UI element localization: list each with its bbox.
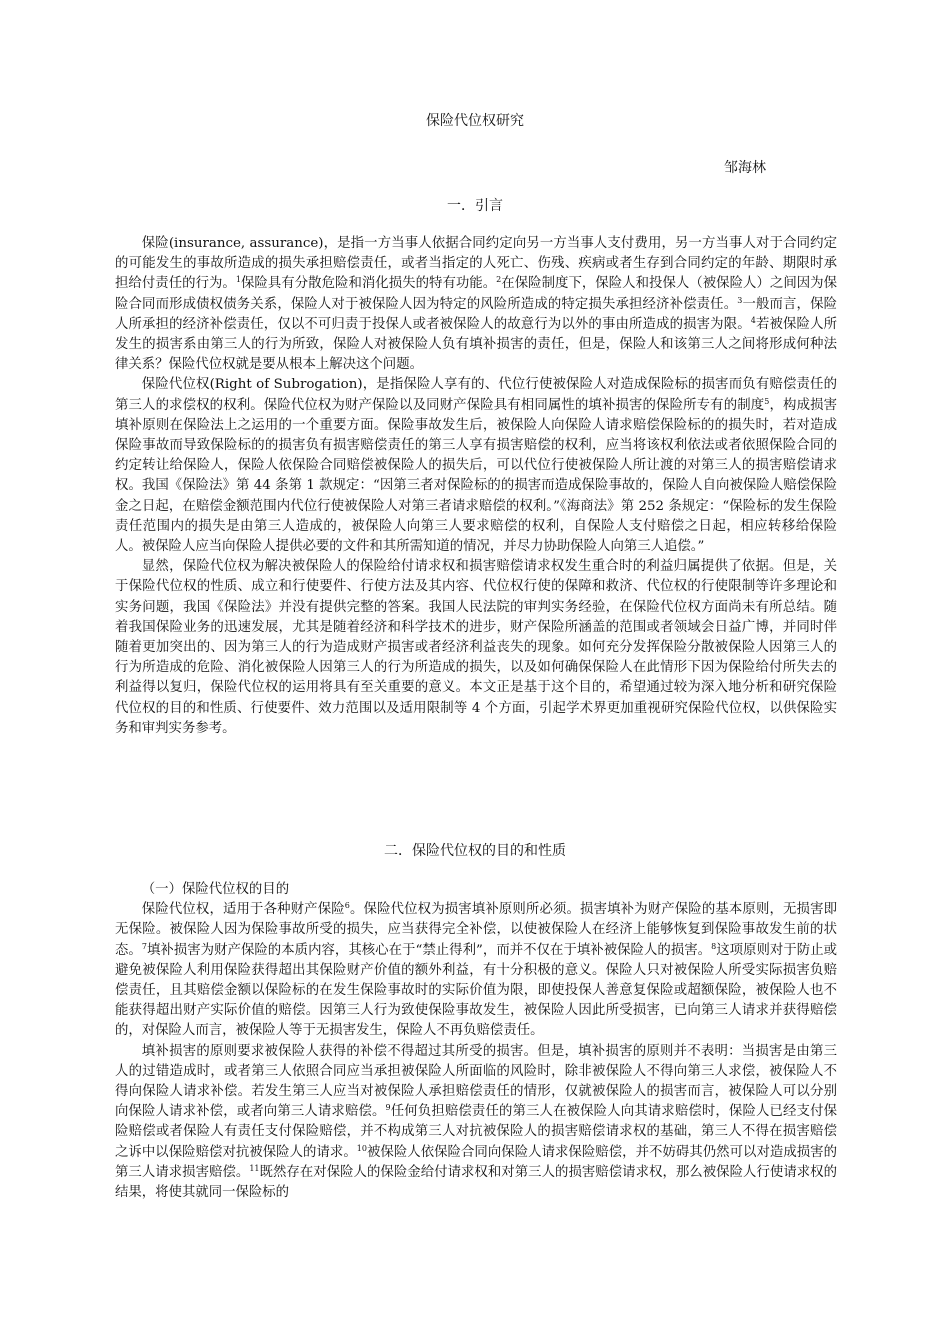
footnote-marker: 9	[385, 1103, 391, 1113]
paragraph-text: 既然存在对保险人的保险金给付请求权和对第三人的损害赔偿请求权，那么被保险人行使请求权的结果，将使其就同一保险标的	[115, 1164, 838, 1201]
paragraph-text: 在保险制度下，保险人和投保人（被保险人）之间因为保险合同而形成债权债务关系，保险人对于被保险人因为特定的风险所造成的特定损失承担经济补偿责任。	[115, 276, 838, 312]
paragraph-text: 填补损害的原则要求被保险人获得的补偿不得超过其所受的损害。但是，填补损害的原则并不表明：当损害是由第三人的过错造成时，或者第三人依照合同应当承担被保险人所面临的风险时，除非被保险人不得向第三人求偿，被保险人不得向保险人请求补偿。若发生第三人应当对被保险人承担赔偿责任的情形，仅就被保险人的损害而言，被保险人可以分别向保险人请求补偿，或者向第三人请求赔偿。	[115, 1043, 837, 1120]
section-heading-purpose-and-nature: 二．保险代位权的目的和性质	[384, 843, 566, 859]
paragraph-text: 。保险代位权为损害填补原则所必须。损害填补为财产保险的基本原则，无损害即无保险。被保险人因为保险事故所受的损失，应当获得完全补偿，以使被保险人在经济上能够恢复到保险事故发生前的状态。	[115, 902, 838, 958]
paragraph-text: 保险代位权，适用于各种财产保险	[141, 902, 345, 918]
footnote-marker: 7	[141, 941, 147, 951]
paragraph-text: 若被保险人所发生的损害系由第三人的行为所致，保险人对被保险人负有填补损害的责任，但是，保险人和该第三人之间将形成何种法律关系？保险代位权就是要从根本上解决这个问题。	[115, 316, 838, 373]
paragraph-text: 这项原则对于防止或避免被保险人利用保险获得超出其保险财产价值的额外利益，有十分积极的意义。保险人只对被保险人所受实际损害负赔偿责任，且其赔偿金额以保险标的在发生保险事故时的实际价值为限，即使投保人善意复保险或超额保险，被保险人也不能获得超出财产实际价值的赔偿。因第三人行为致使保险事故发生，被保险人因此所受损害，已向第三人请求并获得赔偿的，对保险人而言，被保险人等于无损害发生，保险人不再负赔偿责任。	[115, 942, 838, 1039]
paper-title: 保险代位权研究	[426, 113, 524, 129]
paragraph-text: 显然，保险代位权为解决被保险人的保险给付请求权和损害赔偿请求权发生重合时的利益归属提供了依据。但是，关于保险代位权的性质、成立和行使要件、行使方法及其内容、代位权行使的保障和救济、代位权的行使限制等许多理论和实务问题，我国《保险法》并没有提供完整的答案。我国人民法院的审判实务经验，在保险代位权方面尚未有所总结。随着我国保险业务的迅速发展，尤其是随着经济和科学技术的进步，财产保险所涵盖的范围或者领域会日益广博，并同时伴随着更加突出的、因为第三人的行为造成财产损害或者经济利益丧失的现象。如何充分发挥保险分散被保险人因第三人的行为所造成的危险、消化被保险人因第三人的行为所造成的损失，以及如何确保保险人在此情形下因为保险给付所失去的利益得以复归，保险代位权的运用将具有至关重要的意义。本文正是基于这个目的，希望通过较为深入地分析和研究保险代位权的目的和性质、行使要件、效力范围以及适用限制等 4 个方面，引起学术界更加重视研究保险代位权，以供保险实务和审判实务参考。	[115, 559, 837, 736]
paragraph	[115, 375, 837, 557]
author-name: 邹海林	[724, 160, 766, 176]
section-1-body	[115, 234, 837, 739]
paragraph	[115, 234, 837, 375]
paragraph	[115, 557, 837, 739]
paragraph-text: 保险具有分散危险和消化损失的特有功能。	[240, 276, 497, 292]
subsection-heading: （一）保险代位权的目的	[141, 882, 290, 897]
footnote-marker: 4	[750, 315, 756, 325]
paragraph-text: 被保险人依保险合同向保险人请求保险赔偿，并不妨碍其仍然可以对造成损害的第三人请求损害赔偿。	[115, 1144, 837, 1180]
paragraph-text: ，构成损害填补原则在保险法上之运用的一个重要方面。保险事故发生后，被保险人向保险人请求赔偿保险标的的损失时，若对造成保险事故而导致保险标的的损害负有损害赔偿责任的第三人享有损害赔偿的权利，应当将该权利依法或者依照保险合同的约定转让给保险人，保险人依保险合同赔偿被保险人的损失后，可以代位行使被保险人所让渡的对第三人的损害赔偿请求权。我国《保险法》第 44 条第 1 款规定：“因第三者对保险标的的损害而造成保险事故的，保险人自向被保险人赔偿保险金之日起，在赔偿金额范围内代位行使被保险人对第三者请求赔偿的权利。”《海商法》第 252 条规定：“保险标的发生保险责任范围内的损失是由第三人造成的，被保险人向第三人要求赔偿的权利，自保险人支付赔偿之日起，相应转移给保险人。被保险人应当向保险人提供必要的文件和其所需知道的情况，并尽力协助保险人向第三人追偿。”	[115, 397, 838, 555]
paragraph	[115, 900, 837, 1041]
paragraph-text: 一般而言，保险人所承担的经济补偿责任，仅以不可归责于投保人或者被保险人的故意行为以外的事由所造成的损害为限。	[115, 296, 837, 332]
paragraph-text: 填补损害为财产保险的本质内容，其核心在于“禁止得利”，而并不仅在于填补被保险人的损害。	[146, 942, 712, 958]
footnote-marker: 1	[235, 275, 241, 285]
paragraph-text: 任何负担赔偿责任的第三人在被保险人向其请求赔偿时，保险人已经支付保险赔偿或者保险人有责任支付保险赔偿，并不构成第三人对抗被保险人的损害赔偿请求权的基础，第三人不得在损害赔偿之诉中以保险赔偿对抗被保险人的请求。	[115, 1104, 837, 1160]
paragraph	[115, 1042, 837, 1204]
footnote-marker: 6	[344, 901, 350, 911]
section-heading-introduction: 一．引言	[447, 198, 503, 214]
footnote-marker: 3	[737, 295, 743, 305]
paragraph-text: 保险代位权(Right of Subrogation)，是指保险人享有的、代位行使被保险人对造成保险标的损害而负有赔偿责任的第三人的求偿权的权利。保险代位权为财产保险以及同财产保险具有相同属性的填补损害的保险所专有的制度	[115, 377, 837, 413]
footnote-marker: 8	[711, 941, 717, 951]
footnote-marker: 11	[249, 1163, 260, 1173]
section-2-body	[115, 880, 837, 1203]
paragraph-text: 保险(insurance, assurance)，是指一方当事人依据合同约定向另一方当事人支付费用，另一方当事人对于合同约定的可能发生的事故所造成的损失承担赔偿责任，或者当指定的人死亡、伤残、疾病或者生存到合同约定的年龄、期限时承担给付责任的行为。	[115, 236, 837, 292]
footnote-marker: 10	[356, 1143, 367, 1153]
footnote-marker: 2	[496, 275, 502, 285]
footnote-marker: 5	[764, 396, 770, 406]
